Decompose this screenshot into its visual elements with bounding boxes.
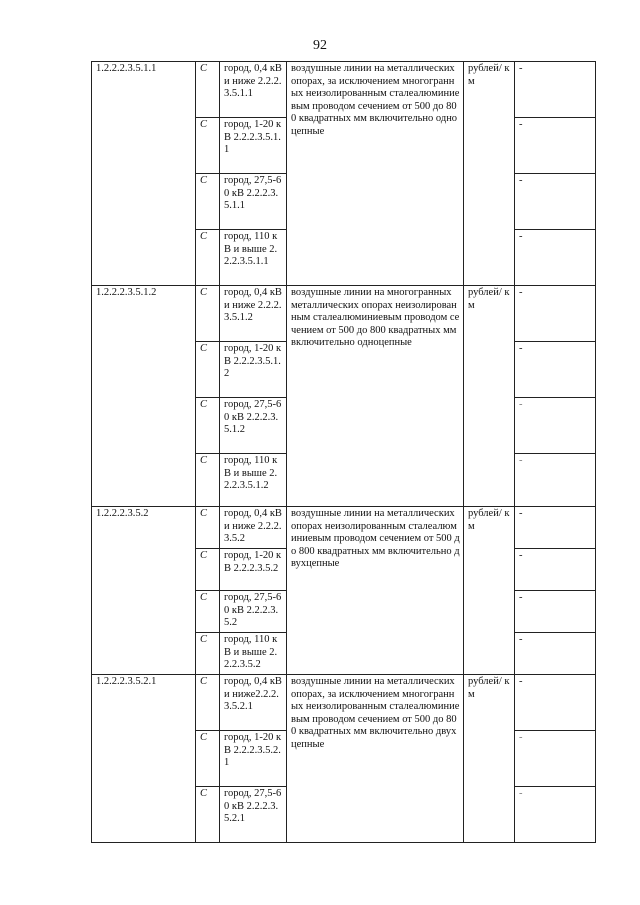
row-letter: С	[196, 507, 220, 549]
row-letter: С	[196, 731, 220, 787]
row-value: -	[515, 174, 596, 230]
row-letter: С	[196, 174, 220, 230]
row-condition: город, 1-20 кВ 2.2.2.3.5.1.1	[220, 118, 287, 174]
row-letter: С	[196, 398, 220, 454]
table-row	[92, 286, 596, 342]
row-value: -	[515, 591, 596, 633]
row-description: воздушные линии на металлических опорах, за исключением многогранных неизолированным сталеалюминиевым проводом сечением от 500 до 800 квадратных мм включительно двухцепные	[287, 675, 464, 843]
row-letter: С	[196, 591, 220, 633]
tariff-table	[91, 61, 596, 843]
row-condition: город, 1-20 кВ 2.2.2.3.5.2	[220, 549, 287, 591]
row-value: -	[515, 62, 596, 118]
row-value: -	[515, 787, 596, 843]
row-value: -	[515, 398, 596, 454]
row-condition: город, 27,5-60 кВ 2.2.2.3.5.2.1	[220, 787, 287, 843]
row-value: -	[515, 549, 596, 591]
row-code: 1.2.2.2.3.5.2	[92, 507, 196, 675]
row-letter: С	[196, 549, 220, 591]
row-value: -	[515, 454, 596, 507]
row-value: -	[515, 633, 596, 675]
row-letter: С	[196, 454, 220, 507]
row-code: 1.2.2.2.3.5.1.1	[92, 62, 196, 286]
row-description: воздушные линии на многогранных металлических опорах неизолированным сталеалюминиевым проводом сечением от 500 до 800 квадратных мм включительно одноцепные	[287, 286, 464, 507]
row-description: воздушные линии на металлических опорах, за исключением многогранных неизолированным сталеалюминиевым проводом сечением от 500 до 800 квадратных мм включительно одноцепные	[287, 62, 464, 286]
row-condition: город, 0,4 кВ и ниже2.2.2.3.5.2.1	[220, 675, 287, 731]
row-value: -	[515, 731, 596, 787]
table-row	[92, 507, 596, 549]
row-letter: С	[196, 230, 220, 286]
row-condition: город, 27,5-60 кВ 2.2.2.3.5.1.2	[220, 398, 287, 454]
row-unit: рублей/ км	[464, 286, 515, 507]
row-condition: город, 110 кВ и выше 2.2.2.3.5.2	[220, 633, 287, 675]
row-code: 1.2.2.2.3.5.1.2	[92, 286, 196, 507]
row-value: -	[515, 675, 596, 731]
row-condition: город, 0,4 кВ и ниже 2.2.2.3.5.2	[220, 507, 287, 549]
table-row	[92, 675, 596, 731]
page-number: 92	[313, 38, 327, 53]
row-letter: С	[196, 787, 220, 843]
row-unit: рублей/ км	[464, 507, 515, 675]
row-value: -	[515, 507, 596, 549]
row-value: -	[515, 286, 596, 342]
row-unit: рублей/ км	[464, 62, 515, 286]
row-value: -	[515, 342, 596, 398]
row-condition: город, 27,5-60 кВ 2.2.2.3.5.2	[220, 591, 287, 633]
table-row	[92, 62, 596, 118]
row-letter: С	[196, 118, 220, 174]
row-description: воздушные линии на металлических опорах неизолированным сталеалюминиевым проводом сечением от 500 до 800 квадратных мм включительно двухцепные	[287, 507, 464, 675]
row-condition: город, 0,4 кВ и ниже 2.2.2.3.5.1.1	[220, 62, 287, 118]
row-condition: город, 0,4 кВ и ниже 2.2.2.3.5.1.2	[220, 286, 287, 342]
row-code: 1.2.2.2.3.5.2.1	[92, 675, 196, 843]
row-value: -	[515, 118, 596, 174]
row-value: -	[515, 230, 596, 286]
row-condition: город, 110 кВ и выше 2.2.2.3.5.1.1	[220, 230, 287, 286]
row-condition: город, 110 кВ и выше 2.2.2.3.5.1.2	[220, 454, 287, 507]
row-condition: город, 1-20 кВ 2.2.2.3.5.1.2	[220, 342, 287, 398]
row-letter: С	[196, 633, 220, 675]
row-letter: С	[196, 675, 220, 731]
row-condition: город, 27,5-60 кВ 2.2.2.3.5.1.1	[220, 174, 287, 230]
row-condition: город, 1-20 кВ 2.2.2.3.5.2.1	[220, 731, 287, 787]
row-letter: С	[196, 286, 220, 342]
row-letter: С	[196, 342, 220, 398]
row-unit: рублей/ км	[464, 675, 515, 843]
row-letter: С	[196, 62, 220, 118]
